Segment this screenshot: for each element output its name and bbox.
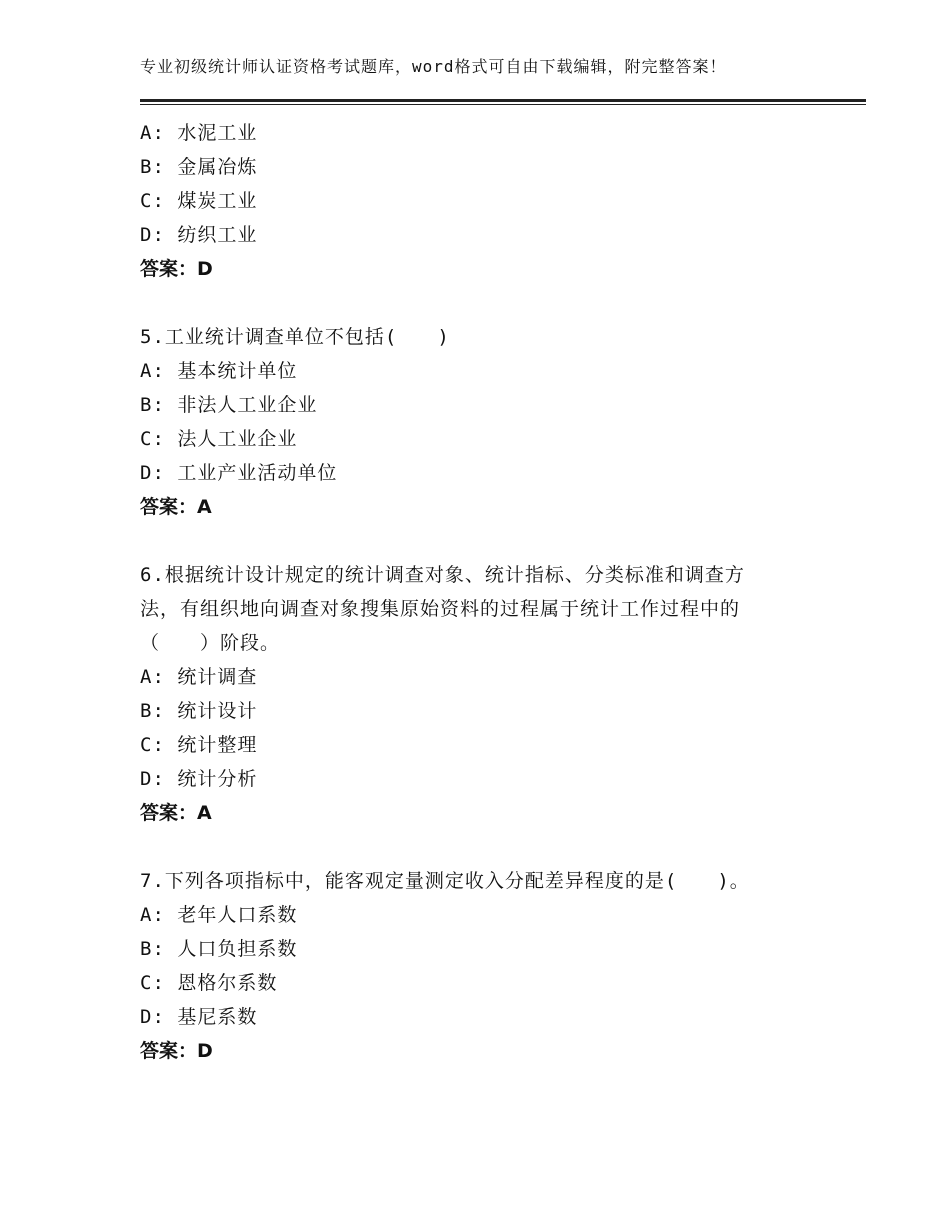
option-b: B: 金属冶炼	[140, 156, 258, 178]
option-b: B: 统计设计	[140, 700, 258, 722]
spacer	[140, 286, 820, 320]
question-5	[140, 320, 820, 524]
spacer	[140, 524, 820, 558]
question-stem-line-1: 6.根据统计设计规定的统计调查对象、统计指标、分类标准和调查方	[140, 564, 745, 586]
option-b: B: 非法人工业企业	[140, 394, 318, 416]
option-c: C: 统计整理	[140, 734, 258, 756]
option-a: A: 统计调查	[140, 666, 258, 688]
header-rule-thick	[140, 99, 866, 102]
question-stem-line-3: （ ）阶段。	[140, 632, 281, 654]
question-6	[140, 558, 820, 830]
option-d: D: 基尼系数	[140, 1006, 258, 1028]
option-a: A: 水泥工业	[140, 122, 258, 144]
option-a: A: 老年人口系数	[140, 904, 298, 926]
option-c: C: 恩格尔系数	[140, 972, 278, 994]
question-content	[140, 116, 820, 1068]
spacer	[140, 830, 820, 864]
answer: 答案：D	[140, 1040, 213, 1062]
question-stem: 5.工业统计调查单位不包括( )	[140, 326, 450, 348]
question-stem-line-2: 法，有组织地向调查对象搜集原始资料的过程属于统计工作过程中的	[140, 598, 741, 620]
option-a: A: 基本统计单位	[140, 360, 298, 382]
option-d: D: 纺织工业	[140, 224, 258, 246]
option-d: D: 工业产业活动单位	[140, 462, 338, 484]
header-rule-thin	[140, 104, 866, 105]
page-header: 专业初级统计师认证资格考试题库，word格式可自由下载编辑，附完整答案！	[140, 57, 727, 76]
answer: 答案：A	[140, 496, 212, 518]
question-7	[140, 864, 820, 1068]
option-b: B: 人口负担系数	[140, 938, 298, 960]
option-c: C: 煤炭工业	[140, 190, 258, 212]
option-d: D: 统计分析	[140, 768, 258, 790]
option-c: C: 法人工业企业	[140, 428, 298, 450]
question-stem: 7.下列各项指标中，能客观定量测定收入分配差异程度的是( )。	[140, 870, 750, 892]
answer: 答案：D	[140, 258, 213, 280]
question-4	[140, 116, 820, 286]
answer: 答案：A	[140, 802, 212, 824]
